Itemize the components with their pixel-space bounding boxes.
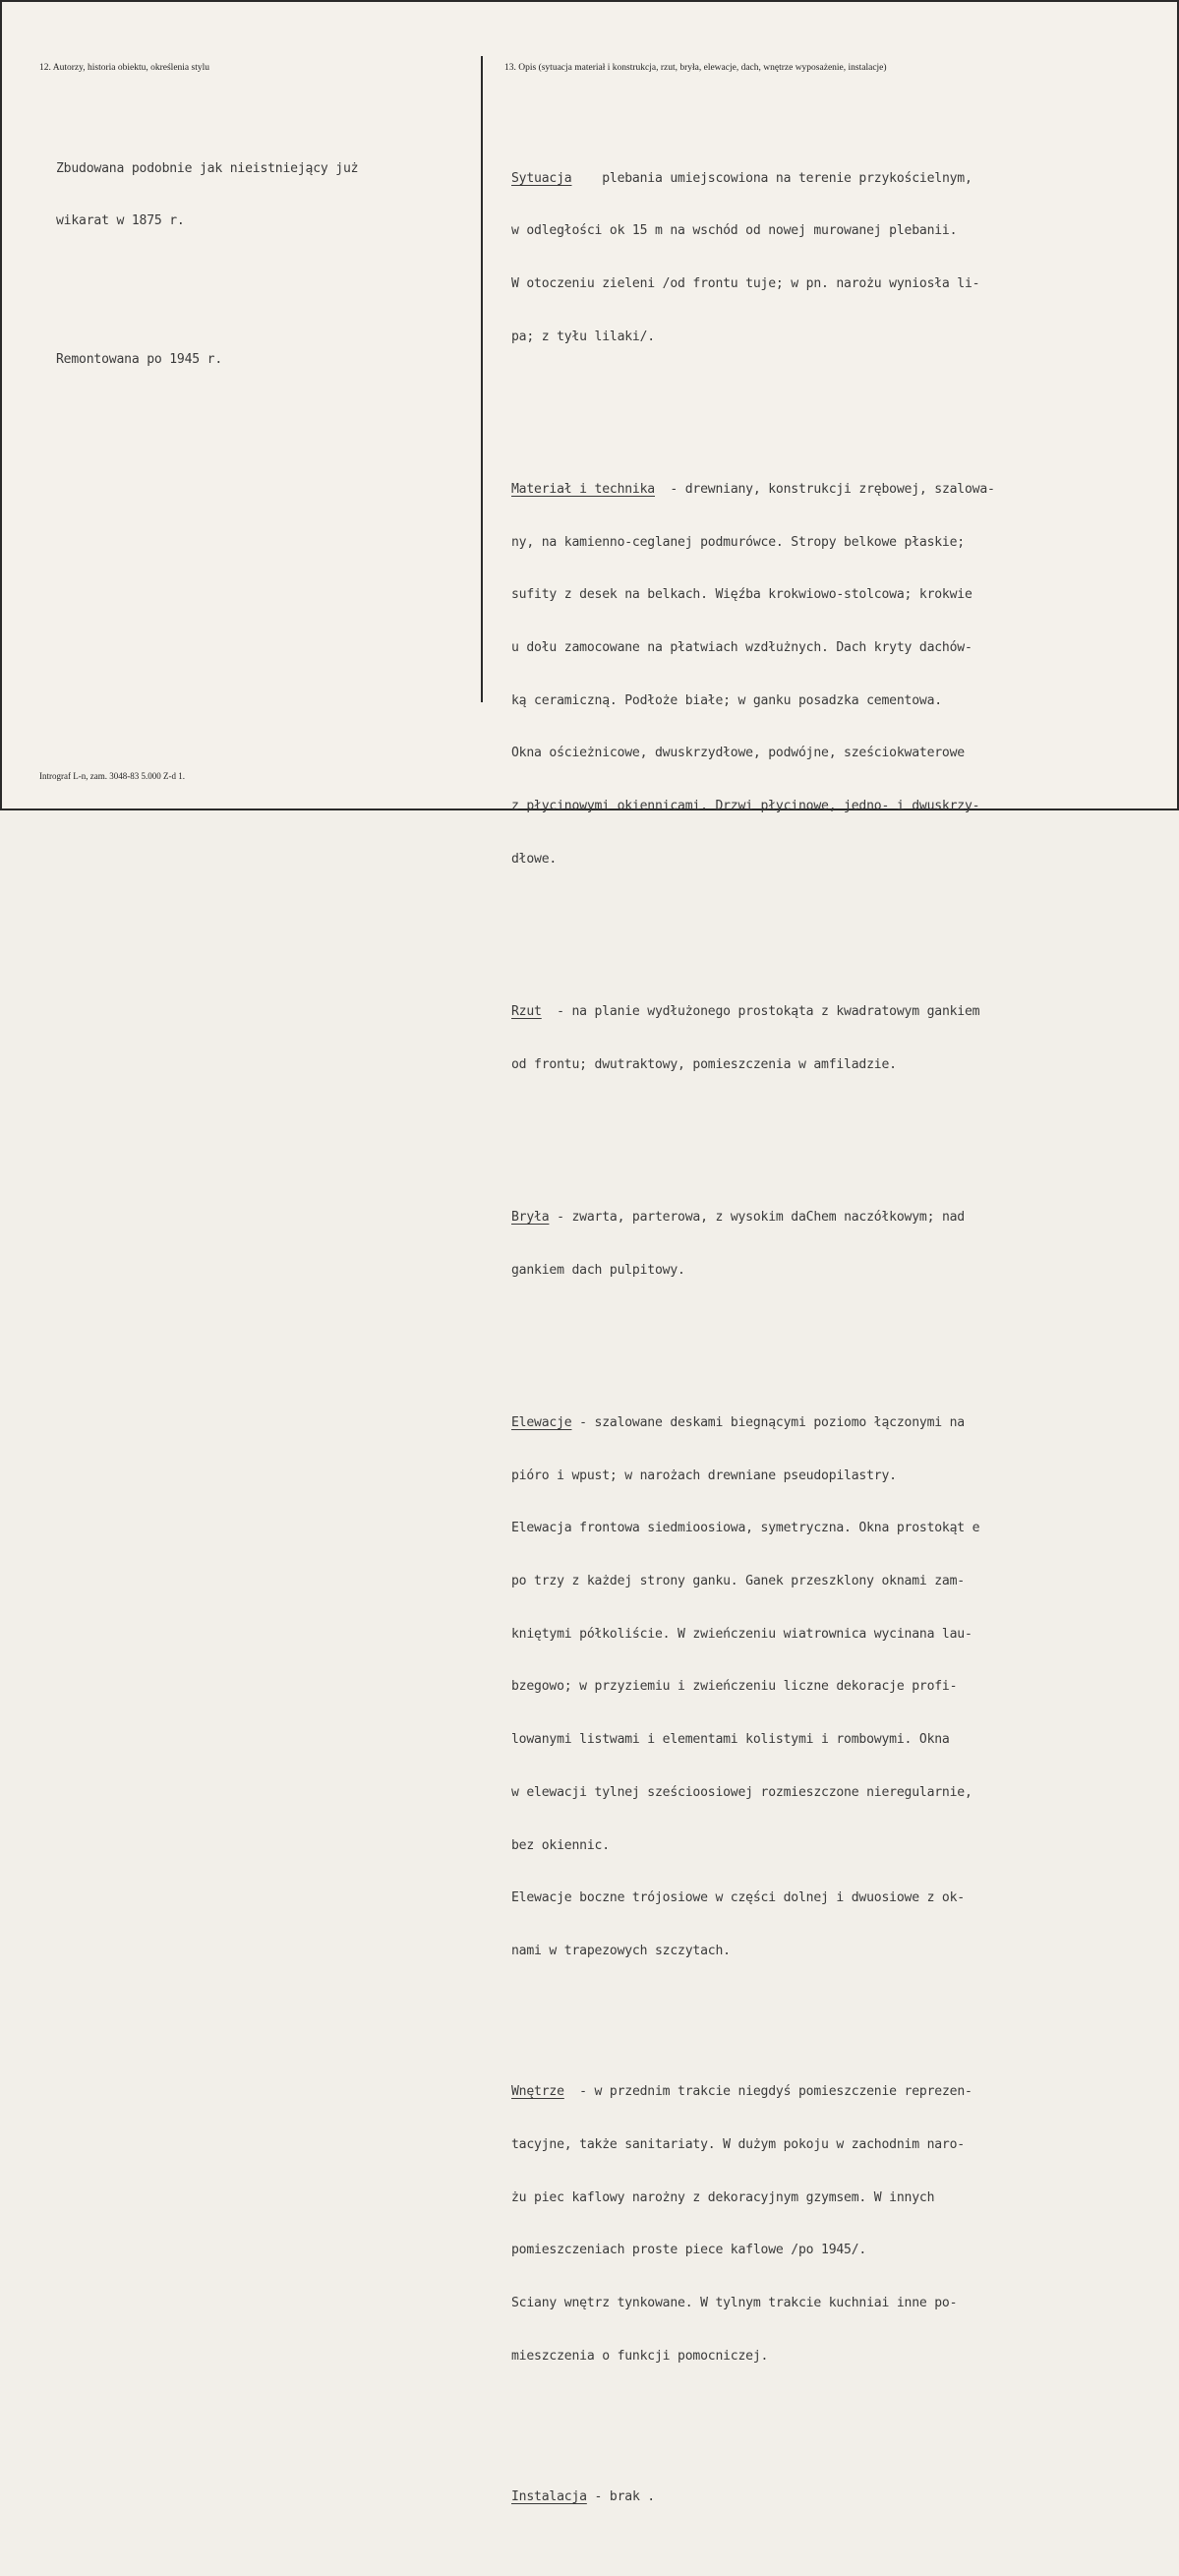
text-line: w elewacji tylnej sześcioosiowej rozmieszczone nieregularnie, bbox=[511, 1784, 973, 1800]
text-line: ką ceramiczną. Podłoże białe; w ganku posadzka cementowa. bbox=[511, 692, 942, 708]
left-section-header: 12. Autorzy, historia obiektu, określenia stylu bbox=[39, 63, 209, 73]
text-line: mieszczenia o funkcji pomocniczej. bbox=[511, 2348, 769, 2364]
text-line: tacyjne, także sanitariaty. W dużym pokoju w zachodnim naro- bbox=[511, 2136, 965, 2152]
history-paragraph bbox=[56, 316, 358, 404]
section-heading: Materiał i technika bbox=[511, 481, 655, 497]
column-divider bbox=[481, 56, 483, 702]
text-line: Remontowana po 1945 r. bbox=[56, 351, 223, 367]
text-line: W otoczeniu zieleni /od frontu tuje; w pn. narożu wyniosła li- bbox=[511, 275, 980, 291]
section-sytuacja bbox=[511, 135, 995, 382]
section-first-line: - na planie wydłużonego prostokąta z kwadratowym gankiem bbox=[541, 1004, 980, 1020]
section-heading: Elewacje bbox=[511, 1414, 572, 1430]
text-line: od frontu; dwutraktowy, pomieszczenia w amfiladzie. bbox=[511, 1056, 897, 1072]
text-line: Sciany wnętrz tynkowane. W tylnym trakcie kuchniai inne po- bbox=[511, 2295, 958, 2310]
text-line: ny, na kamienno-ceglanej podmurówce. Stropy belkowe płaskie; bbox=[511, 534, 965, 550]
history-text bbox=[56, 90, 358, 453]
text-line: pióro i wpust; w narożach drewniane pseudopilastry. bbox=[511, 1468, 897, 1483]
text-line: z płycinowymi okiennicami. Drzwi płycinowe, jedno- i dwuskrzy- bbox=[511, 799, 980, 814]
section-first-line: - brak . bbox=[586, 2488, 655, 2504]
text-line: Elewacja frontowa siedmioosiowa, symetryczna. Okna prostokąt e bbox=[511, 1521, 980, 1536]
description-text bbox=[511, 82, 995, 2576]
section-heading: Instalacja bbox=[511, 2488, 587, 2504]
text-line: Zbudowana podobnie jak nieistniejący już bbox=[56, 160, 359, 176]
text-line: gankiem dach pulpitowy. bbox=[511, 1262, 685, 1278]
section-wnetrze bbox=[511, 2048, 995, 2400]
text-line: kniętymi półkoliście. W zwieńczeniu wiatrownica wycinana lau- bbox=[511, 1626, 973, 1642]
printer-imprint: Intrograf L-n, zam. 3048-83 5.000 Z-d 1. bbox=[39, 771, 185, 781]
section-heading: Bryła bbox=[511, 1209, 550, 1225]
text-line: bez okiennic. bbox=[511, 1837, 610, 1853]
text-line: sufity z desek na belkach. Więźba krokwiowo-stolcowa; krokwie bbox=[511, 587, 973, 603]
section-first-line: - szalowane deskami biegnącymi poziomo łączonymi na bbox=[571, 1414, 965, 1430]
text-line: w odległości ok 15 m na wschód od nowej murowanej plebanii. bbox=[511, 223, 958, 239]
text-line: dłowe. bbox=[511, 851, 558, 867]
section-first-line: - w przednim trakcie niegdyś pomieszczenie reprezen- bbox=[563, 2084, 973, 2100]
text-line: lowanymi listwami i elementami kolistymi i rombowymi. Okna bbox=[511, 1732, 950, 1748]
text-line: u dołu zamocowane na płatwiach wzdłużnych. Dach kryty dachów- bbox=[511, 639, 973, 655]
section-rzut bbox=[511, 968, 995, 1108]
section-heading: Wnętrze bbox=[511, 2084, 564, 2100]
text-line: nami w trapezowych szczytach. bbox=[511, 1943, 731, 1958]
text-line: pomieszczeniach proste piece kaflowe /po 1945/. bbox=[511, 2243, 867, 2258]
section-first-line: - drewniany, konstrukcji zrębowej, szalowa- bbox=[654, 481, 995, 497]
text-line: Elewacje boczne trójosiowe w części dolnej i dwuosiowe z ok- bbox=[511, 1890, 965, 1906]
text-line: żu piec kaflowy narożny z dekoracyjnym gzymsem. W innych bbox=[511, 2189, 935, 2205]
section-first-line: - zwarta, parterowa, z wysokim daChem naczółkowym; nad bbox=[549, 1209, 965, 1225]
text-line: po trzy z każdej strony ganku. Ganek przeszklony oknami zam- bbox=[511, 1574, 965, 1589]
text-line: bzegowo; w przyziemiu i zwieńczeniu liczne dekoracje profi- bbox=[511, 1679, 958, 1695]
section-heading: Rzut bbox=[511, 1004, 542, 1020]
history-paragraph bbox=[56, 125, 358, 266]
section-first-line: plebania umiejscowiona na terenie przykościelnym, bbox=[571, 170, 973, 186]
section-heading: Sytuacja bbox=[511, 170, 572, 186]
section-instalacja bbox=[511, 2453, 995, 2542]
text-line: Okna ościeżnicowe, dwuskrzydłowe, podwójne, sześciokwaterowe bbox=[511, 746, 965, 761]
text-line: wikarat w 1875 r. bbox=[56, 213, 185, 229]
section-bryla bbox=[511, 1173, 995, 1314]
section-elewacje bbox=[511, 1379, 995, 1996]
text-line: pa; z tyłu lilaki/. bbox=[511, 329, 655, 344]
right-section-header: 13. Opis (sytuacja materiał i konstrukcja, rzut, bryła, elewacje, dach, wnętrze wyposażenie, instalacje) bbox=[504, 63, 887, 73]
section-material bbox=[511, 446, 995, 903]
